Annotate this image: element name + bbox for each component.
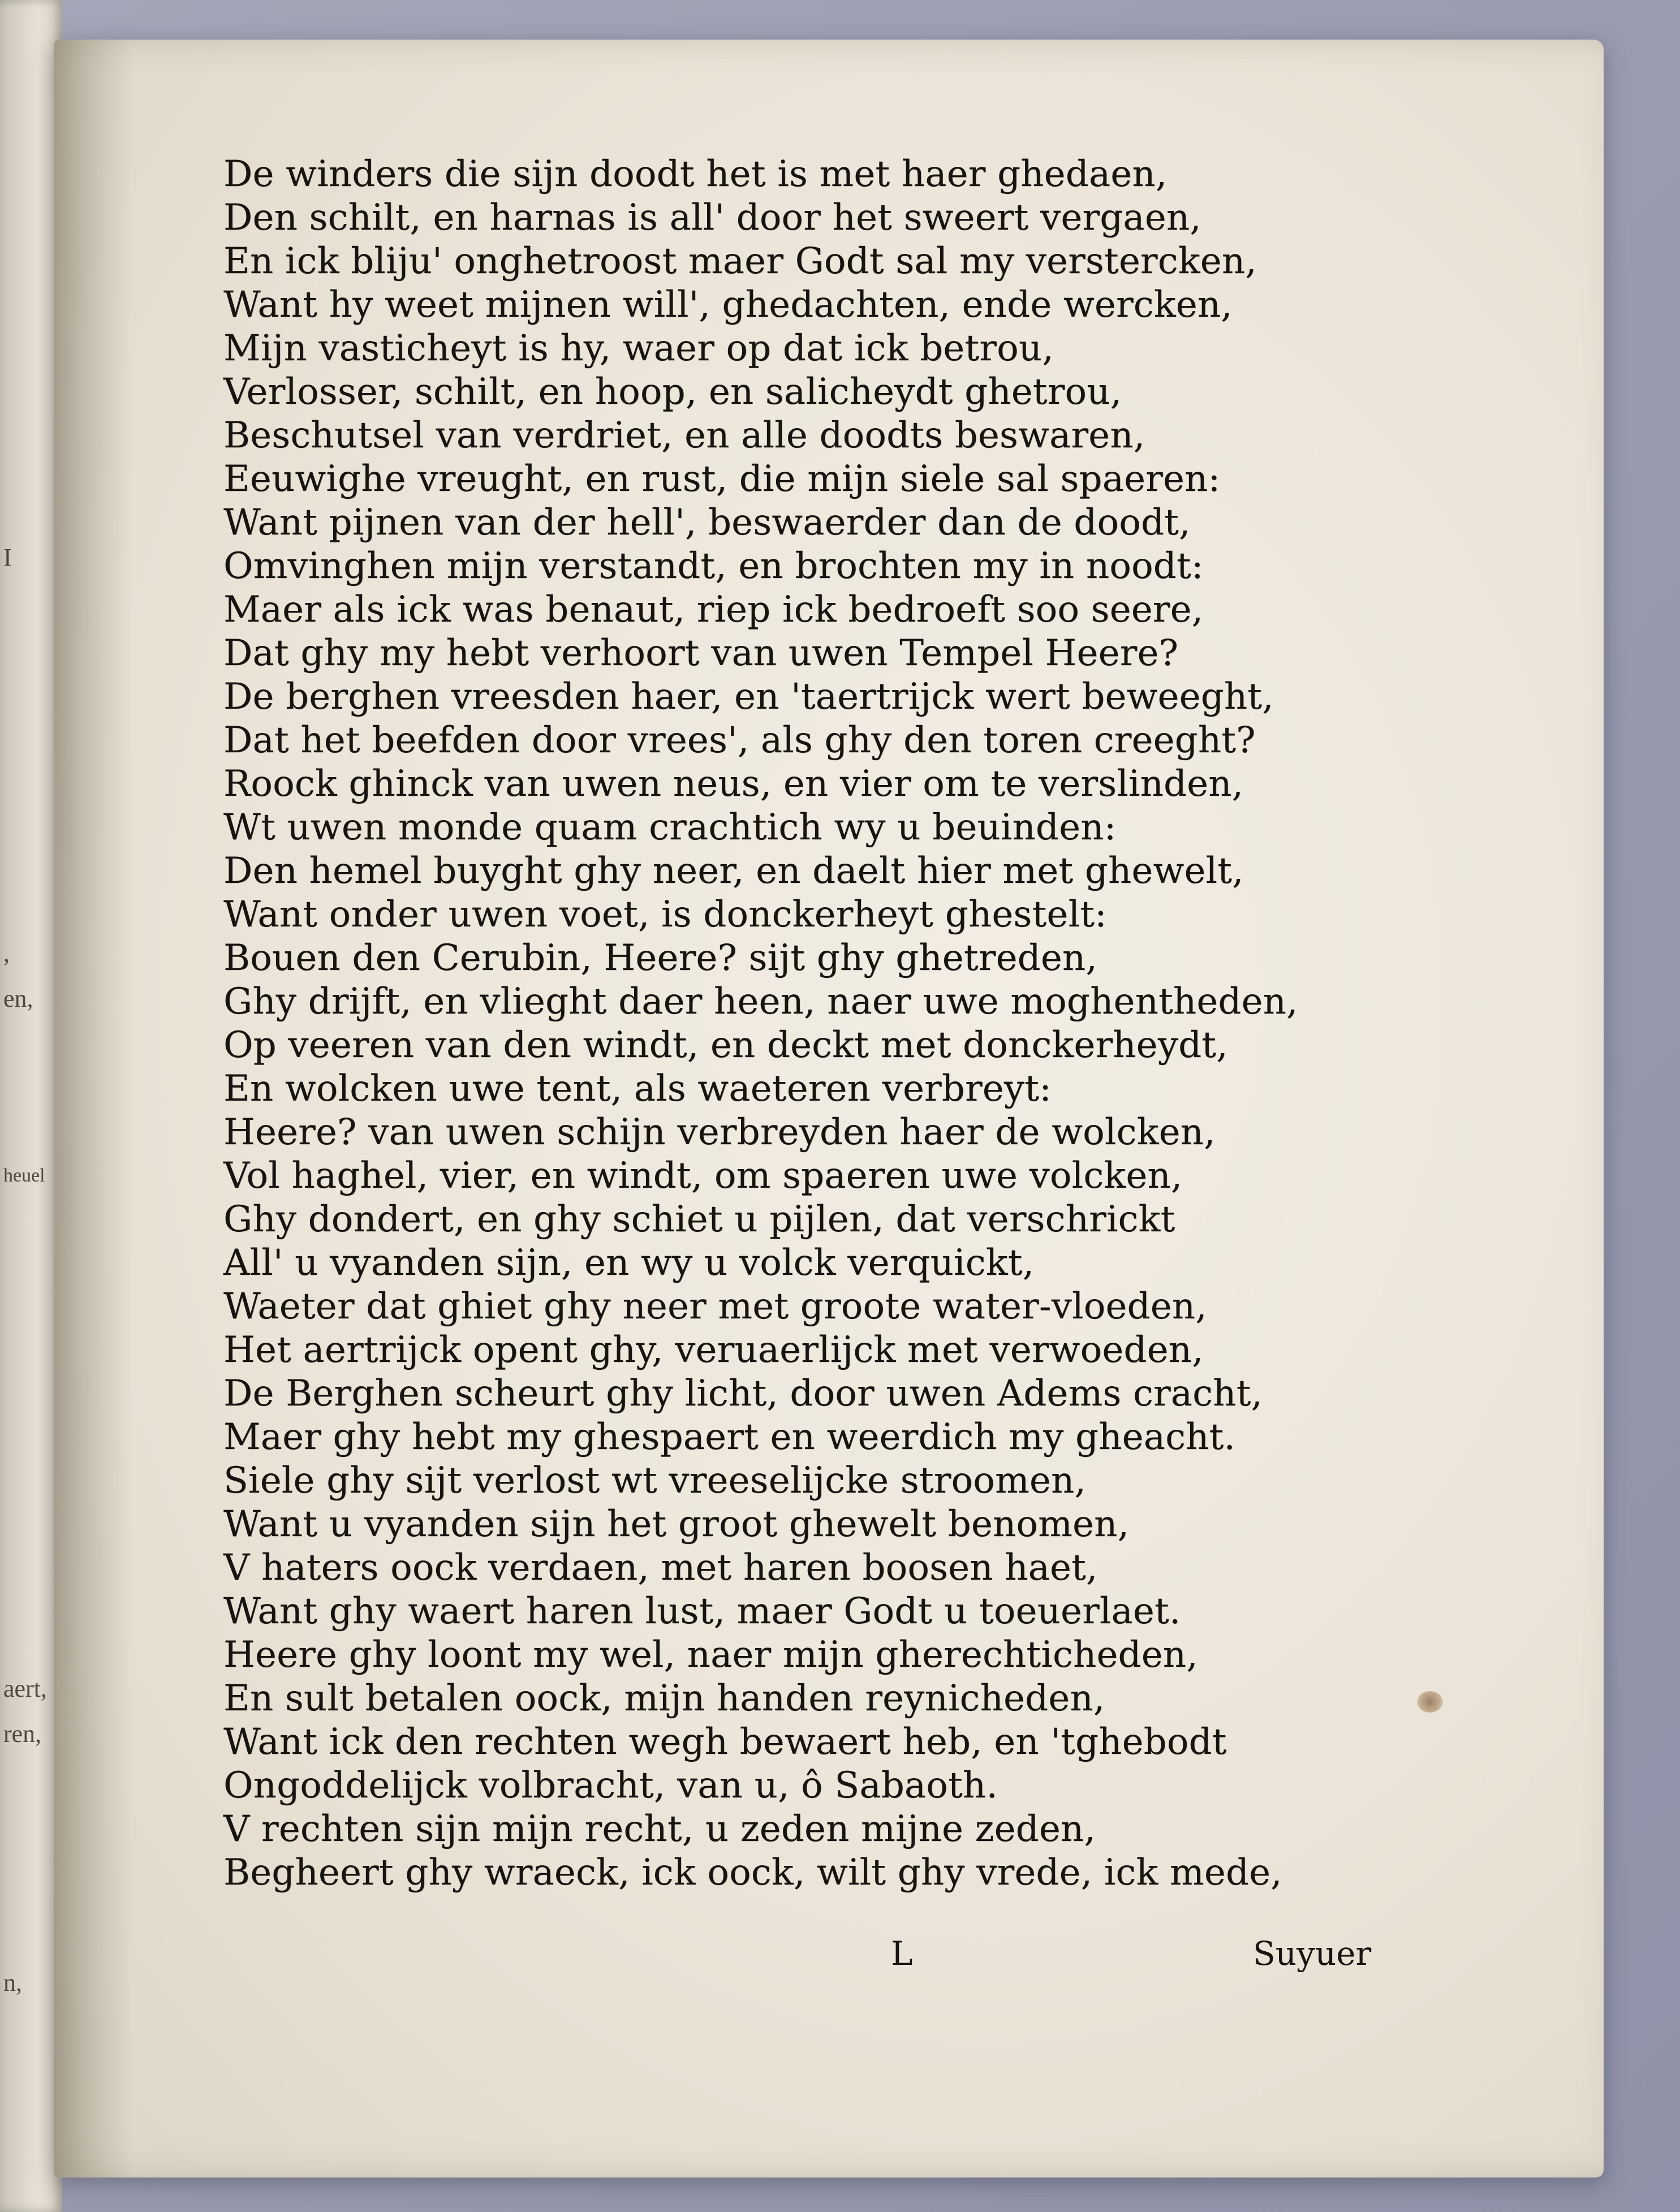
facing-fragment: ren, — [3, 1720, 42, 1748]
poem-line: Maer als ick was benaut, riep ick bedroeft soo seere, — [223, 589, 1204, 631]
facing-page-fragments — [0, 0, 62, 2212]
facing-fragment: en, — [3, 985, 33, 1012]
facing-fragment: I — [3, 544, 12, 571]
poem-line: Eeuwighe vreught, en rust, die mijn siele sal spaeren: — [223, 458, 1221, 500]
poem-line: Wt uwen monde quam crachtich wy u beuinden: — [223, 807, 1117, 848]
poem-line: En wolcken uwe tent, als waeteren verbreyt: — [223, 1068, 1052, 1110]
poem-line: Heere? van uwen schijn verbreyden haer de wolcken, — [223, 1111, 1216, 1153]
poem-line: Dat het beefden door vrees', als ghy den toren creeght? — [223, 719, 1256, 761]
poem-line: Ongoddelijck volbracht, van u, ô Sabaoth. — [223, 1765, 998, 1806]
poem-line: Maer ghy hebt my ghespaert en weerdich my gheacht. — [223, 1416, 1235, 1458]
poem-line: Dat ghy my hebt verhoort van uwen Tempel Heere? — [223, 632, 1179, 674]
poem-line: Ghy dondert, en ghy schiet u pijlen, dat verschrickt — [223, 1198, 1175, 1240]
catchword: Suyuer — [1253, 1934, 1372, 1973]
book-page — [54, 40, 1604, 2177]
poem-line: Verlosser, schilt, en hoop, en salicheydt ghetrou, — [223, 371, 1122, 413]
poem-line: Bouen den Cerubin, Heere? sijt ghy ghetreden, — [223, 937, 1097, 979]
poem-line: De berghen vreesden haer, en 'taertrijck wert beweeght, — [223, 676, 1274, 718]
poem-line: Want ick den rechten wegh bewaert heb, en 'tghebodt — [223, 1721, 1227, 1763]
poem-line: Beschutsel van verdriet, en alle doodts beswaren, — [223, 415, 1145, 456]
poem-line: Den hemel buyght ghy neer, en daelt hier met ghewelt, — [223, 850, 1244, 892]
poem-line: V haters oock verdaen, met haren boosen haet, — [223, 1547, 1098, 1589]
poem-line: Ghy drijft, en vlieght daer heen, naer uwe moghentheden, — [223, 981, 1298, 1023]
poem-line: Het aertrijck opent ghy, veruaerlijck met verwoeden, — [223, 1329, 1204, 1371]
poem-line: Want u vyanden sijn het groot ghewelt benomen, — [223, 1503, 1130, 1545]
signature-mark: L — [891, 1934, 913, 1973]
poem-line: Den schilt, en harnas is all' door het sweert vergaen, — [223, 197, 1201, 239]
poem-line: De Berghen scheurt ghy licht, door uwen Adems cracht, — [223, 1373, 1263, 1415]
poem-line: Begheert ghy wraeck, ick oock, wilt ghy vrede, ick mede, — [223, 1852, 1282, 1894]
facing-fragment: , — [3, 939, 10, 967]
poem-line: Want pijnen van der hell', beswaerder dan de doodt, — [223, 502, 1191, 544]
poem-line: Want hy weet mijnen will', ghedachten, ende wercken, — [223, 284, 1233, 326]
poem-line: Siele ghy sijt verlost wt vreeselijcke stroomen, — [223, 1460, 1086, 1502]
poem-line: De winders die sijn doodt het is met haer ghedaen, — [223, 153, 1168, 195]
poem-text — [223, 153, 1411, 1895]
facing-fragment: n, — [3, 1969, 22, 1997]
poem-line: Omvinghen mijn verstandt, en brochten my in noodt: — [223, 545, 1204, 587]
poem-line: Mijn vasticheyt is hy, waer op dat ick betrou, — [223, 327, 1054, 369]
facing-fragment: aert, — [3, 1675, 47, 1702]
gutter-shadow — [54, 40, 133, 2177]
facing-page-edge — [0, 0, 62, 2212]
poem-line: Heere ghy loont my wel, naer mijn gherechticheden, — [223, 1634, 1198, 1676]
facing-fragment: heuel — [3, 1165, 45, 1186]
poem-line: En sult betalen oock, mijn handen reynicheden, — [223, 1678, 1105, 1719]
poem-line: Want ghy waert haren lust, maer Godt u toeuerlaet. — [223, 1590, 1181, 1632]
poem-line: Op veeren van den windt, en deckt met donckerheydt, — [223, 1024, 1228, 1066]
poem-line: Waeter dat ghiet ghy neer met groote water-vloeden, — [223, 1286, 1207, 1327]
paper-stain — [1417, 1691, 1443, 1713]
poem-line: Roock ghinck van uwen neus, en vier om te verslinden, — [223, 763, 1244, 805]
poem-line: V rechten sijn mijn recht, u zeden mijne zeden, — [223, 1808, 1096, 1850]
poem-line: Vol haghel, vier, en windt, om spaeren uwe volcken, — [223, 1155, 1183, 1197]
poem-line: All' u vyanden sijn, en wy u volck verquickt, — [223, 1242, 1035, 1284]
poem-line: En ick bliju' onghetroost maer Godt sal my verstercken, — [223, 240, 1257, 282]
poem-line: Want onder uwen voet, is donckerheyt ghestelt: — [223, 894, 1107, 935]
